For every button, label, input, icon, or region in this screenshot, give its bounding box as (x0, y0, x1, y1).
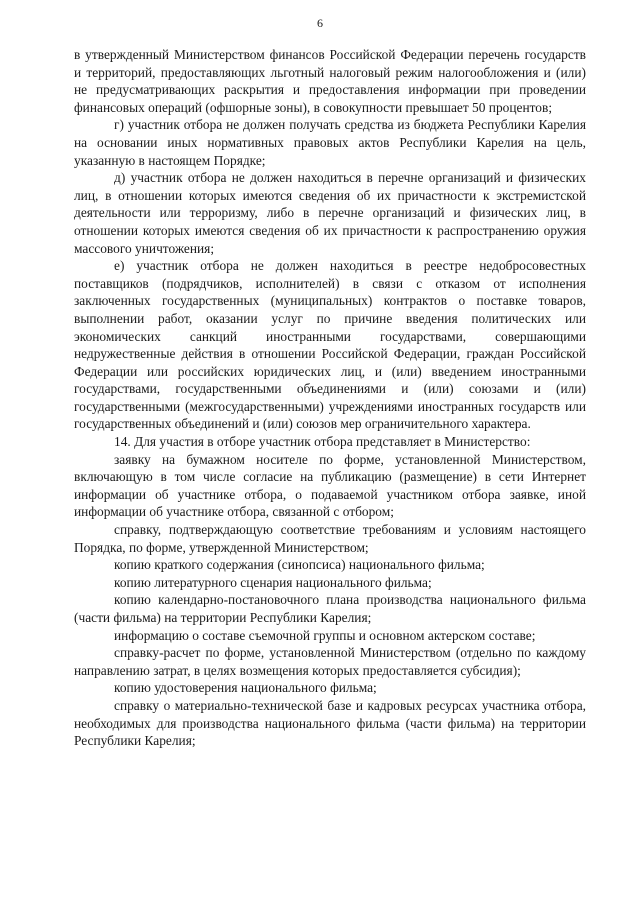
paragraph: в утвержденный Министерством финансов Российской Федерации перечень государств и территорий, предоставляющих льготный налоговый режим налогообложения и (или) не предусматривающих раскрытия и предоставления информации при проведении финансовых операций (офшорные зоны), в совокупности превышает 50 процентов; (74, 47, 586, 115)
paragraph: справку, подтверждающую соответствие требованиям и условиям настоящего Порядка, по форме, утвержденной Министерством; (74, 522, 586, 555)
paragraph: копию краткого содержания (синопсиса) национального фильма; (114, 557, 485, 573)
paragraph: е) участник отбора не должен находиться в реестре недобросовестных поставщиков (подрядчиков, исполнителей) в связи с отказом от исполнения заключенных государственных (муниципальных) контрактов о поставке товаров, выполнении работ, оказании услуг по причине введения политических или экономических санкций иностранными государствами, совершающими недружественные действия в отношении Российской Федерации, граждан Российской Федерации или российских юридических лиц, и (или) введением иностранными государствами, государственными объединениями и (или) союзами и (или) государственными (межгосударственными) учреждениями иностранных государств или государственных объединений и (или) союзов мер ограничительного характера. (74, 258, 586, 432)
paragraph: справку о материально-технической базе и кадровых ресурсах участника отбора, необходимых для производства национального фильма (части фильма) на территории Республики Карелия; (74, 697, 586, 749)
paragraph: информацию о составе съемочной группы и основном актерском составе; (114, 627, 536, 643)
paragraph: д) участник отбора не должен находиться в перечне организаций и физических лиц, в отношении которых имеются сведения об их причастности к экстремистской деятельности или терроризму, либо в перечне организаций и физических лиц, в отношении которых имеются сведения об их причастности к распространению оружия массового уничтожения; (74, 170, 586, 256)
paragraph: копию удостоверения национального фильма; (114, 680, 377, 696)
paragraph: копию календарно-постановочного плана производства национального фильма (части фильма) на территории Республики Карелия; (74, 592, 586, 625)
paragraph: копию литературного сценария национального фильма; (114, 574, 432, 590)
paragraph: заявку на бумажном носителе по форме, установленной Министерством, включающую в том числе согласие на публикацию (размещение) в сети Интернет информации об участнике отбора, о подаваемой участником отбора заявке, иной информации об участнике отбора, связанной с отбором; (74, 451, 586, 520)
document-body (74, 46, 586, 750)
paragraph: 14. Для участия в отборе участник отбора представляет в Министерство: (114, 434, 531, 450)
page-number: 6 (317, 16, 323, 30)
paragraph: справку-расчет по форме, установленной Министерством (отдельно по каждому направлению затрат, в целях возмещения которых предоставляется субсидия); (74, 645, 586, 678)
paragraph: г) участник отбора не должен получать средства из бюджета Республики Карелия на основании иных нормативных правовых актов Республики Карелия на цель, указанную в настоящем Порядке; (74, 117, 586, 168)
